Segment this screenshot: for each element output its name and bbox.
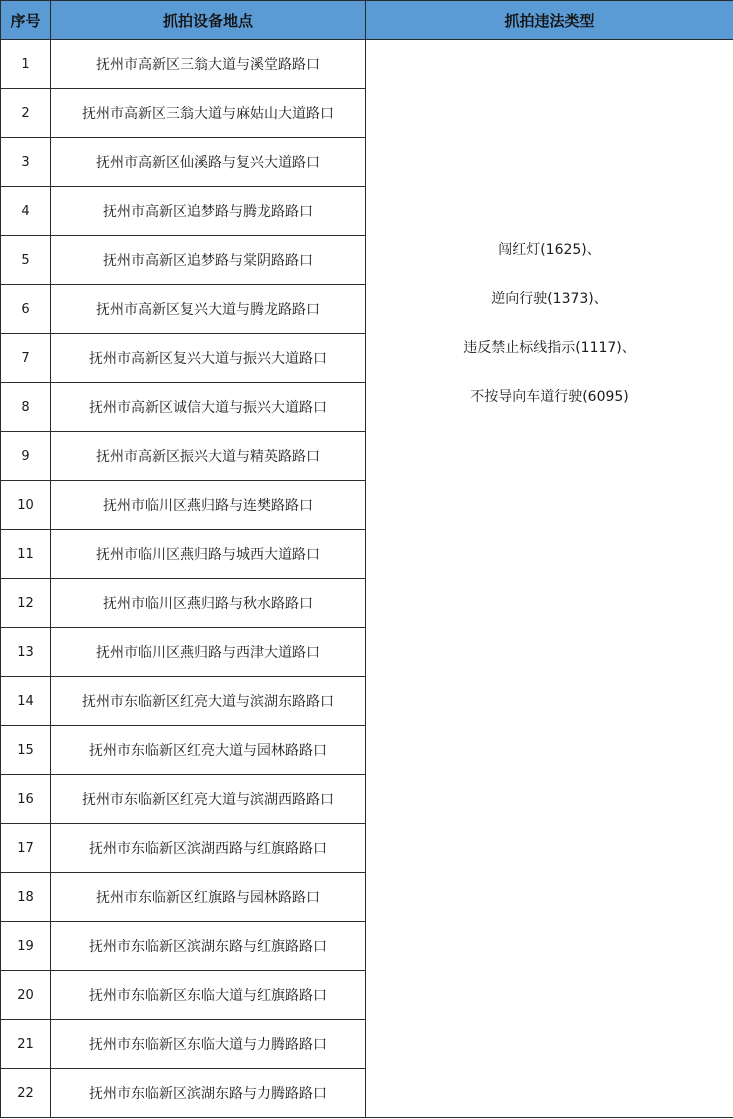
row-location: 抚州市高新区振兴大道与精英路路口: [51, 432, 366, 481]
row-index: 2: [1, 89, 51, 138]
row-index: 9: [1, 432, 51, 481]
row-index: 13: [1, 628, 51, 677]
row-index: 8: [1, 383, 51, 432]
row-index: 7: [1, 334, 51, 383]
row-location: 抚州市东临新区滨湖东路与力腾路路口: [51, 1069, 366, 1118]
row-location: 抚州市东临新区红亮大道与滨湖东路路口: [51, 677, 366, 726]
violation-type-line: 逆向行驶(1373)、: [491, 290, 608, 307]
row-index: 20: [1, 971, 51, 1020]
row-location: 抚州市东临新区东临大道与力腾路路口: [51, 1020, 366, 1069]
violation-types-cell: [366, 40, 733, 1118]
row-location: 抚州市临川区燕归路与秋水路路口: [51, 579, 366, 628]
row-index: 18: [1, 873, 51, 922]
row-location: 抚州市东临新区红亮大道与园林路路口: [51, 726, 366, 775]
row-location: 抚州市高新区三翁大道与麻姑山大道路口: [51, 89, 366, 138]
row-location: 抚州市临川区燕归路与西津大道路口: [51, 628, 366, 677]
row-index: 19: [1, 922, 51, 971]
violation-type-line: 闯红灯(1625)、: [498, 241, 601, 258]
row-location: 抚州市高新区复兴大道与振兴大道路口: [51, 334, 366, 383]
row-location: 抚州市东临新区红旗路与园林路路口: [51, 873, 366, 922]
row-location: 抚州市东临新区滨湖东路与红旗路路口: [51, 922, 366, 971]
header-index: 序号: [1, 1, 51, 40]
header-violation-type: 抓拍违法类型: [366, 1, 733, 40]
row-index: 6: [1, 285, 51, 334]
header-row: [1, 1, 733, 40]
row-index: 11: [1, 530, 51, 579]
row-index: 1: [1, 40, 51, 89]
row-location: 抚州市高新区复兴大道与腾龙路路口: [51, 285, 366, 334]
row-index: 17: [1, 824, 51, 873]
header-location: 抓拍设备地点: [51, 1, 366, 40]
violation-type-line: 违反禁止标线指示(1117)、: [463, 339, 636, 356]
row-index: 5: [1, 236, 51, 285]
table-row: [1, 40, 733, 89]
row-location: 抚州市临川区燕归路与连樊路路口: [51, 481, 366, 530]
row-location: 抚州市临川区燕归路与城西大道路口: [51, 530, 366, 579]
row-location: 抚州市东临新区东临大道与红旗路路口: [51, 971, 366, 1020]
row-index: 21: [1, 1020, 51, 1069]
row-location: 抚州市高新区追梦路与棠阴路路口: [51, 236, 366, 285]
row-index: 16: [1, 775, 51, 824]
row-location: 抚州市高新区追梦路与腾龙路路口: [51, 187, 366, 236]
row-location: 抚州市高新区仙溪路与复兴大道路口: [51, 138, 366, 187]
row-index: 22: [1, 1069, 51, 1118]
row-index: 14: [1, 677, 51, 726]
row-location: 抚州市东临新区红亮大道与滨湖西路路口: [51, 775, 366, 824]
row-index: 4: [1, 187, 51, 236]
row-location: 抚州市高新区诚信大道与振兴大道路口: [51, 383, 366, 432]
row-index: 10: [1, 481, 51, 530]
row-index: 12: [1, 579, 51, 628]
row-location: 抚州市高新区三翁大道与溪堂路路口: [51, 40, 366, 89]
row-location: 抚州市东临新区滨湖西路与红旗路路口: [51, 824, 366, 873]
violation-type-line: 不按导向车道行驶(6095): [470, 388, 629, 405]
row-index: 3: [1, 138, 51, 187]
row-index: 15: [1, 726, 51, 775]
